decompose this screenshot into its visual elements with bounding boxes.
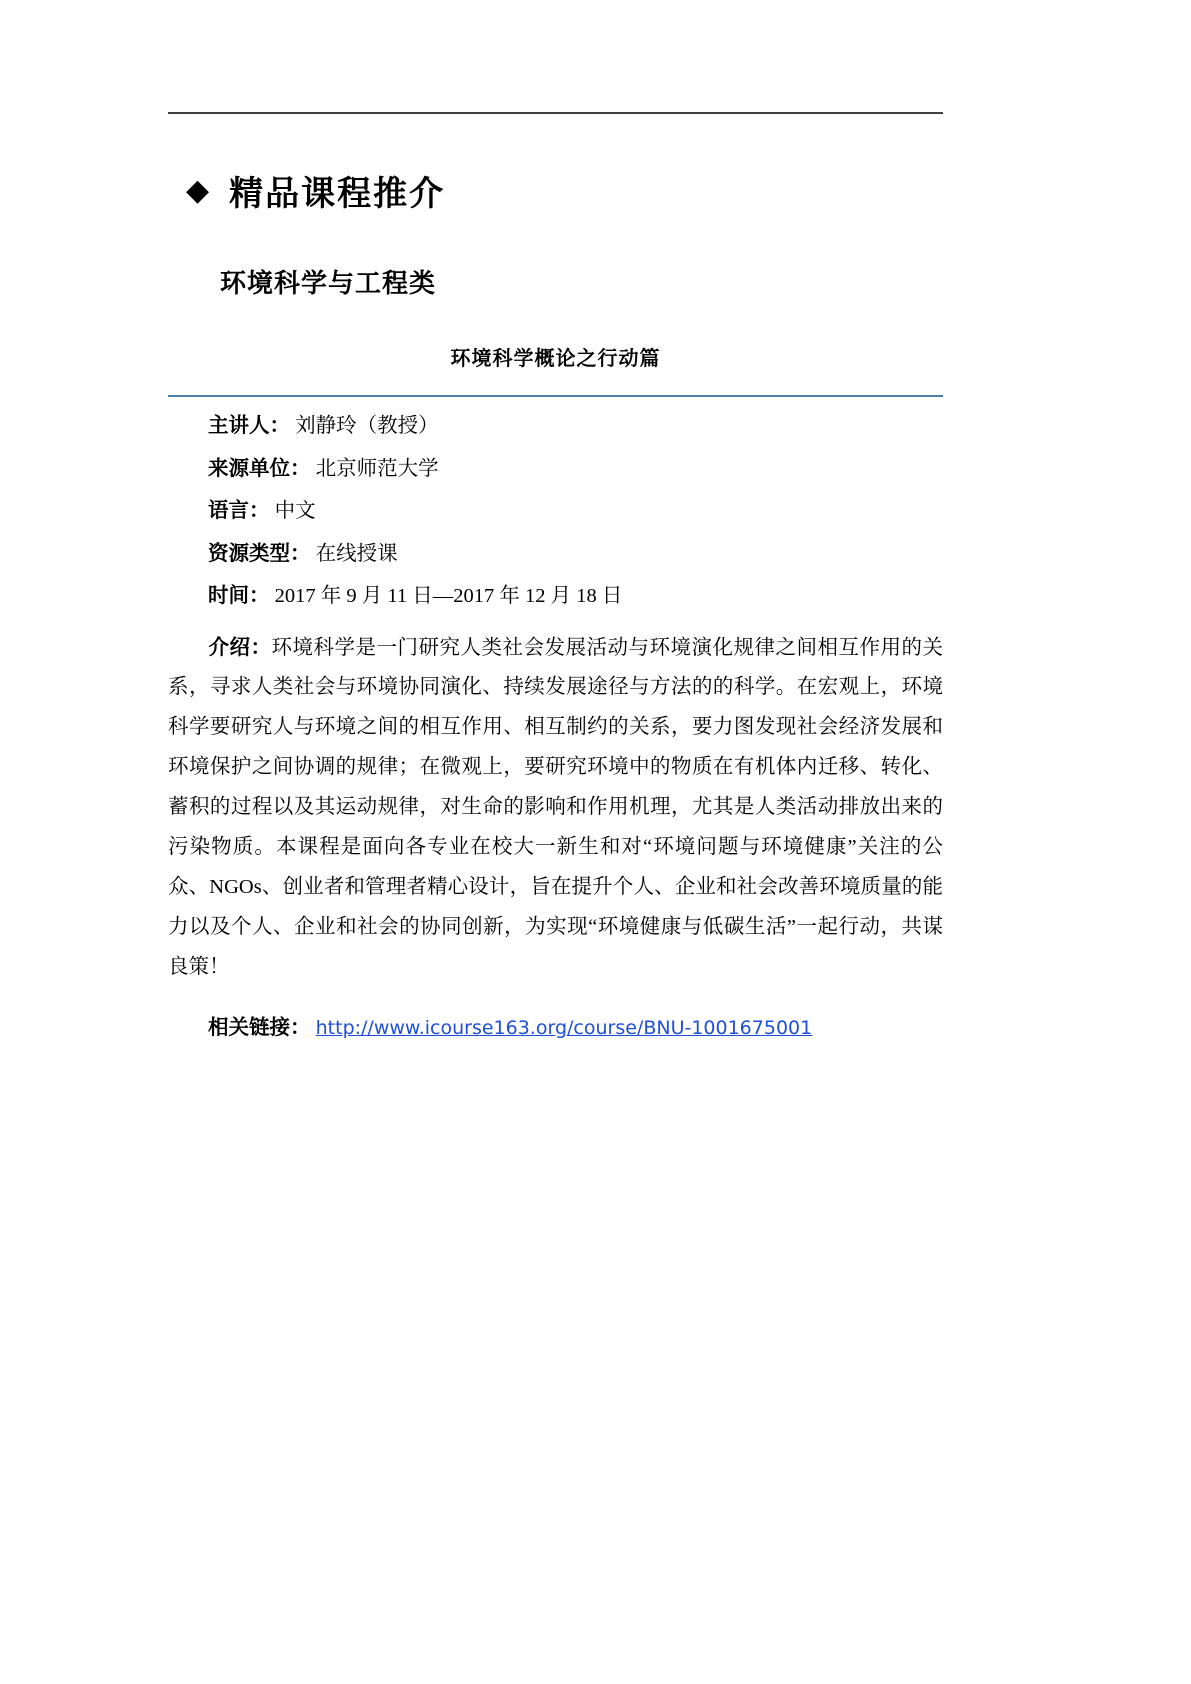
meta-label-intro: 介绍： [208,634,272,659]
meta-label-instructor: 主讲人： [208,413,290,437]
meta-value-language: 中文 [274,500,316,522]
top-divider [168,112,943,114]
meta-label-language: 语言： [208,498,270,522]
related-link-row [168,1010,943,1040]
meta-label-related-link: 相关链接： [208,1015,311,1040]
meta-value-instructor: 刘静玲（教授） [295,415,439,437]
meta-label-resource-type: 资源类型： [208,540,311,565]
section-heading: 环境科学与工程类 [220,269,437,299]
meta-row [168,455,943,480]
related-link-url[interactable]: http://www.icourse163.org/course/BNU-1001675001 [315,1017,813,1040]
course-title: 环境科学概论之行动篇 [450,346,661,370]
course-description [168,628,943,989]
meta-row [168,500,943,522]
meta-value-institution: 北京师范大学 [315,457,439,480]
meta-row [168,415,943,437]
meta-label-time: 时间： [208,583,270,607]
meta-value-intro: 环境科学是一门研究人类社会发展活动与环境演化规律之间相互作用的关系，寻求人类社会与环境协同演化、持续发展途径与方法的的科学。在宏观上，环境科学要研究人与环境之间的相互作用、相互制约的关系，要力图发现社会经济发展和环境保护之间协调的规律；在微观上，要研究环境中的物质在有机体内迁移、转化、蓄积的过程以及其运动规律，对生命的影响和作用机理，尤其是人类活动排放出来的污染物质。本课程是面向各专业在校大一新生和对“环境问题与环境健康”关注的公众、NGOs、创业者和管理者精心设计，旨在提升个人、企业和社会改善环境质量的能力以及个人、企业和社会的协同创新，为实现“环境健康与低碳生活”一起行动，共谋良策！ [168,636,943,979]
diamond-bullet-icon: ◆ [186,173,210,207]
meta-value-resource-type: 在线授课 [315,542,398,565]
meta-value-time: 2017 年 9 月 11 日—2017 年 12 月 18 日 [274,585,623,607]
page-title [186,166,943,215]
meta-label-institution: 来源单位： [208,455,311,480]
course-meta-list [168,415,943,1040]
meta-row [168,540,943,565]
page-title-text: 精品课程推介 [229,174,446,214]
meta-row [168,585,943,607]
document-body [168,112,943,1040]
accent-divider [168,395,943,397]
